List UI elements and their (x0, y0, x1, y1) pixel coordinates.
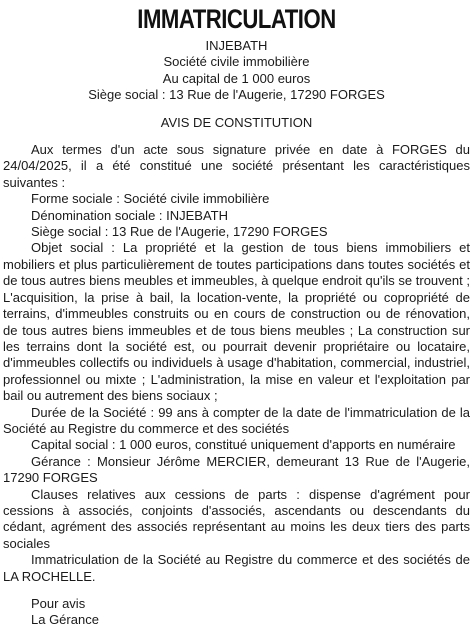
company-address: Siège social : 13 Rue de l'Augerie, 17290 FORGES (88, 87, 385, 103)
paragraph-denomination: Dénomination sociale : INJEBATH (31, 207, 229, 223)
paragraph-capital: Capital social : 1 000 euros, constitué uniquement d'apports en numéraire (31, 437, 456, 453)
paragraph-gerance: Gérance : Monsieur Jérôme MERCIER, demeurant 13 Rue de l'Augerie, 17290 FORGES (3, 453, 470, 486)
paragraph-immatriculation: Immatriculation de la Société au Registre du commerce et des sociétés de LA ROCHELLE. (3, 552, 470, 584)
notice-title: AVIS DE CONSTITUTION (160, 114, 313, 130)
paragraph-siege: Siège social : 13 Rue de l'Augerie, 17290 FORGES (31, 224, 328, 240)
paragraph-intro: Aux termes d'un acte sous signature privée en date à FORGES du 24/04/2025, il a été constitué une société présentant les caractéristiques suivantes : (3, 142, 470, 190)
spacer (3, 104, 470, 115)
closing-signature: La Gérance (31, 612, 99, 628)
paragraph-duree: Durée de la Société : 99 ans à compter de la date de l'immatriculation de la Société au Registre du commerce et des sociétés (3, 404, 470, 436)
spacer (3, 585, 470, 596)
spacer (3, 131, 470, 142)
company-type: Société civile immobilière (163, 54, 310, 70)
paragraph-clauses: Clauses relatives aux cessions de parts : dispense d'agrément pour cessions à associés, conjoints d'associés, ascendants ou descendants du cédant, agrément des associés représentant au moins les deux tiers des parts sociales (3, 486, 470, 551)
closing-pour-avis: Pour avis (31, 596, 86, 611)
paragraph-forme: Forme sociale : Société civile immobilière (31, 191, 270, 207)
company-name: INJEBATH (205, 38, 268, 53)
legal-notice (0, 4, 473, 628)
notice-heading: IMMATRICULATION (137, 4, 336, 34)
company-capital: Au capital de 1 000 euros (162, 70, 311, 86)
paragraph-objet: Objet social : La propriété et la gestion de tous biens immobiliers et mobiliers et plus particulièrement de toutes participations dans toutes sociétés et de tous autres biens meubles et immeubles, à quelque endroit qu'ils se trouvent ; L'acquisition, la prise à bail, la location-vente, la propriété ou copropriété de terrains, d'immeubles construits ou en cours de construction ou de rénovation, de tous autres biens immeubles et de tous biens meubles ; La construction sur les terrains dont la société est, ou pourrait devenir propriétaire ou locataire, d'immeubles collectifs ou individuels à usage d'habitation, commercial, industriel, professionnel ou mixte ; L'administration, la mise en valeur et l'exploitation par bail ou autrement des biens sociaux ; (3, 240, 470, 404)
